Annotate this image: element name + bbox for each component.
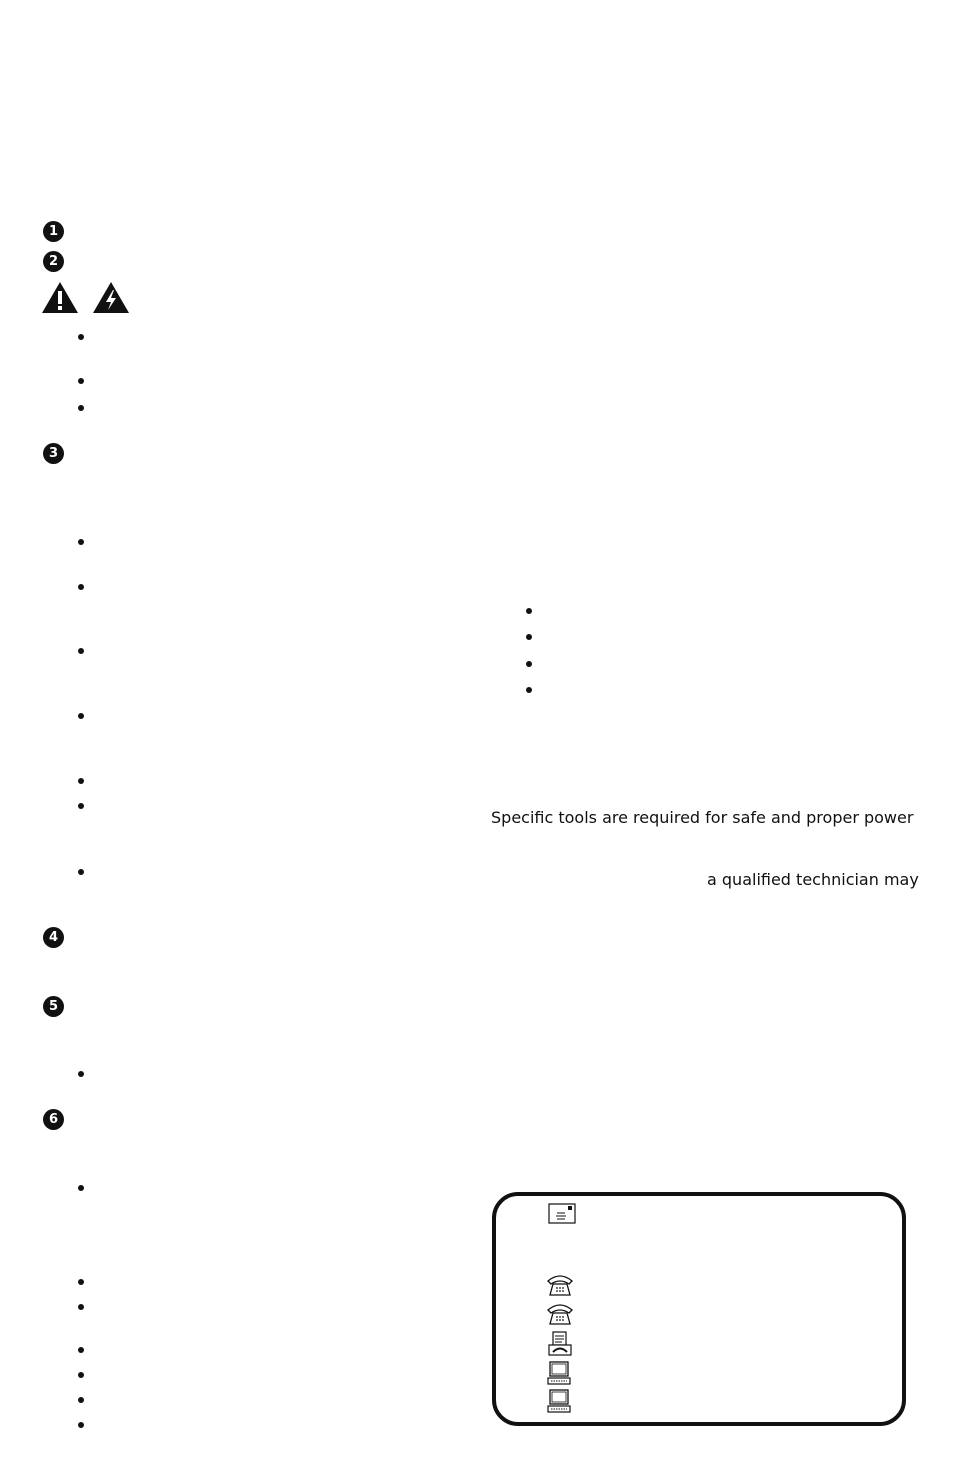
list-bullet	[78, 1185, 84, 1191]
mail-icon	[548, 1203, 576, 1224]
list-bullet	[78, 648, 84, 654]
step-marker-5: 5	[43, 996, 64, 1017]
list-bullet	[78, 1347, 84, 1353]
list-bullet	[78, 1071, 84, 1077]
tools-required-text: Specific tools are required for safe and proper power	[491, 808, 914, 827]
list-bullet	[78, 405, 84, 411]
list-bullet	[78, 584, 84, 590]
list-bullet	[78, 1397, 84, 1403]
phone-icon	[546, 1273, 574, 1297]
caution-exclamation-icon	[41, 281, 79, 314]
list-bullet	[78, 1372, 84, 1378]
step-marker-6: 6	[43, 1109, 64, 1130]
phone-icon	[546, 1302, 574, 1326]
fax-icon	[548, 1331, 572, 1356]
list-bullet	[78, 539, 84, 545]
qualified-technician-text: a qualified technician may	[707, 870, 919, 889]
list-bullet	[526, 608, 532, 614]
list-bullet	[526, 634, 532, 640]
list-bullet	[78, 1422, 84, 1428]
list-bullet	[78, 1279, 84, 1285]
computer-icon	[547, 1361, 571, 1385]
list-bullet	[78, 803, 84, 809]
list-bullet	[78, 334, 84, 340]
list-bullet	[78, 378, 84, 384]
list-bullet	[78, 713, 84, 719]
step-marker-2: 2	[43, 251, 64, 272]
computer-icon	[547, 1389, 571, 1413]
step-marker-4: 4	[43, 927, 64, 948]
list-bullet	[526, 687, 532, 693]
list-bullet	[78, 1304, 84, 1310]
step-marker-3: 3	[43, 443, 64, 464]
step-marker-1: 1	[43, 221, 64, 242]
list-bullet	[526, 661, 532, 667]
list-bullet	[78, 869, 84, 875]
list-bullet	[78, 778, 84, 784]
electrical-hazard-icon	[92, 281, 130, 314]
